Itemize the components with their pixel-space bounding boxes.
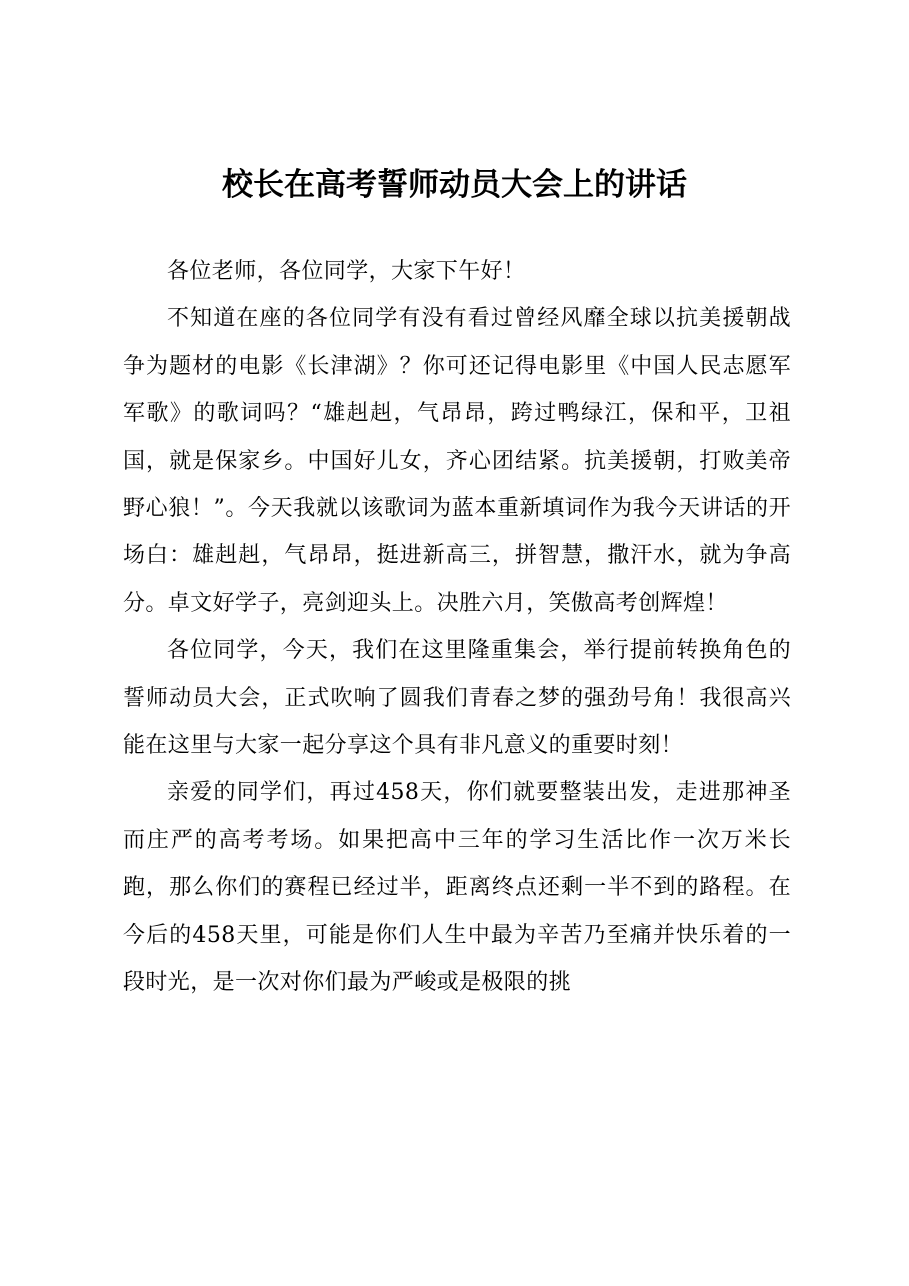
- paragraph-countdown: 亲爱的同学们，再过458天，你们就要整装出发，走进那神圣而庄严的高考考场。如果把高中三年的学习生活比作一次万米长跑，那么你们的赛程已经过半，距离终点还剩一半不到的路程。在今后的458天里，可能是你们人生中最为辛苦乃至痛并快乐着的一段时光，是一次对你们最为严峻或是极限的挑: [123, 780, 791, 996]
- document-title: 校长在高考誓师动员大会上的讲话: [222, 167, 687, 203]
- paragraph-greeting: 各位老师，各位同学，大家下午好！: [167, 259, 526, 284]
- paragraph-rally: 各位同学，今天，我们在这里隆重集会，举行提前转换角色的誓师动员大会，正式吹响了圆我们青春之梦的强劲号角！我很高兴能在这里与大家一起分享这个具有非凡意义的重要时刻！: [123, 638, 791, 759]
- paragraph-song-lyrics: 不知道在座的各位同学有没有看过曾经风靡全球以抗美援朝战争为题材的电影《长津湖》？你可还记得电影里《中国人民志愿军军歌》的歌词吗？“雄赳赳，气昂昂，跨过鸭绿江，保和平，卫祖国，就是保家乡。中国好儿女，齐心团结紧。抗美援朝，打败美帝野心狼！”。今天我就以该歌词为蓝本重新填词作为我今天讲话的开场白：雄赳赳，气昂昂，挺进新高三，拼智慧，撒汗水，就为争高分。卓文好学子，亮剑迎头上。决胜六月，笑傲高考创辉煌！: [123, 306, 791, 616]
- document-body: [123, 248, 791, 1007]
